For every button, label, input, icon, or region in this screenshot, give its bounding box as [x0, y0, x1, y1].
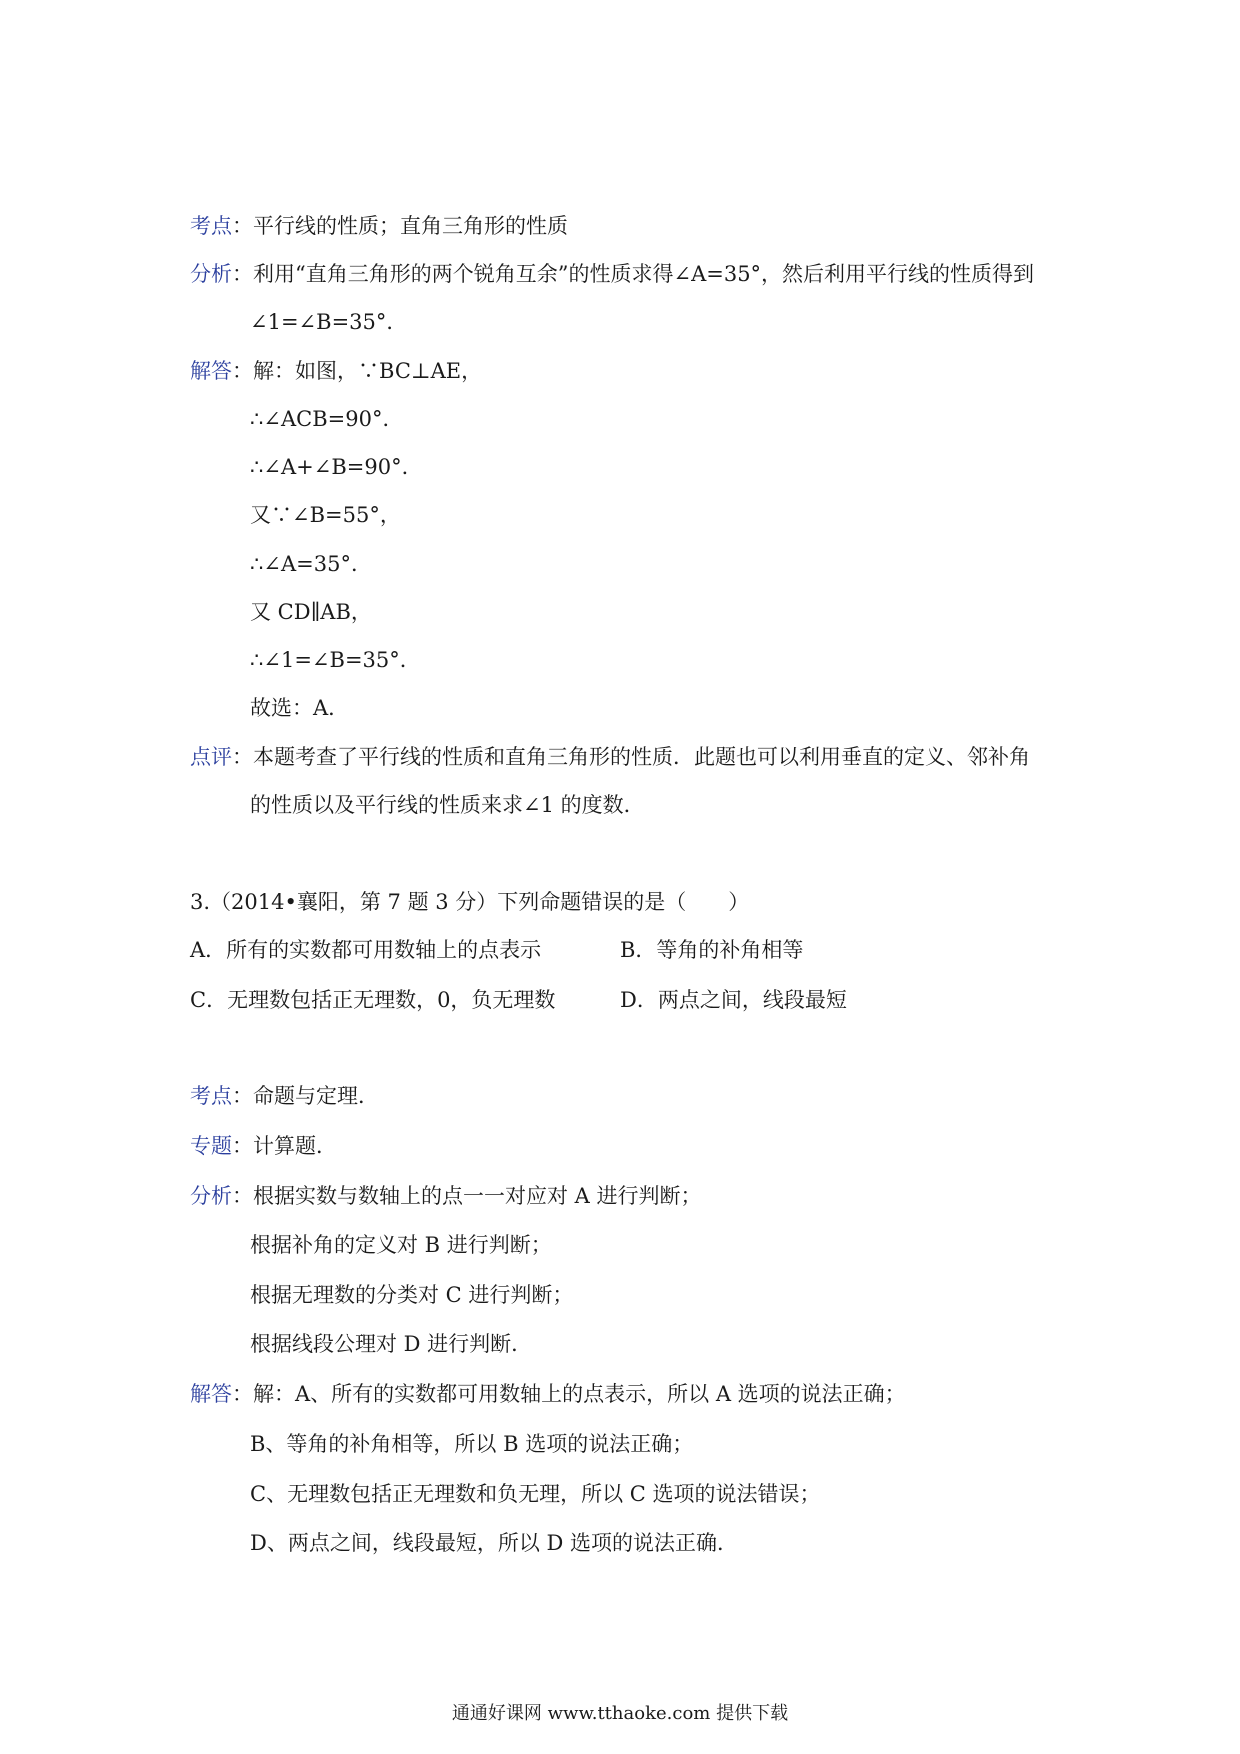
jieda-label: 解答 [190, 359, 232, 383]
option-d: D．两点之间，线段最短 [620, 988, 847, 1012]
solution-step: 又 CD∥AB， [250, 600, 372, 624]
jieda-label-2: 解答 [190, 1382, 232, 1406]
fenxi-line [190, 259, 1034, 289]
jieda-text: ：解：如图，∵BC⊥AE， [232, 359, 483, 383]
page-footer: 通通好课网 www.tthaoke.com 提供下载 [451, 1703, 789, 1724]
zhuanti-label: 专题 [190, 1134, 232, 1158]
option-a: A．所有的实数都可用数轴上的点表示 [190, 938, 542, 962]
dianping-text: ：本题考查了平行线的性质和直角三角形的性质．此题也可以利用垂直的定义、邻补角 [232, 745, 1030, 769]
solution-step: ∴∠1=∠B=35°． [250, 648, 421, 672]
fenxi-step: 根据线段公理对 D 进行判断． [250, 1332, 533, 1356]
solution-step: 故选：A． [250, 696, 350, 720]
jieda-line-2 [190, 1379, 906, 1409]
zhuanti-text: ：计算题． [232, 1134, 337, 1158]
fenxi-label-2: 分析 [190, 1184, 232, 1208]
kaodian-label: 考点 [190, 214, 232, 238]
jieda-step: D、两点之间，线段最短，所以 D 选项的说法正确． [250, 1531, 739, 1555]
jieda-text-2: ：解：A、所有的实数都可用数轴上的点表示，所以 A 选项的说法正确； [232, 1382, 906, 1406]
solution-step: ∴∠A=35°． [250, 552, 372, 576]
jieda-line [190, 356, 482, 386]
fenxi-step: 根据补角的定义对 B 进行判断； [250, 1233, 552, 1257]
fenxi-line-2 [190, 1181, 702, 1211]
option-c: C．无理数包括正无理数，0，负无理数 [190, 988, 556, 1012]
dianping-label: 点评 [190, 745, 232, 769]
kaodian-line [190, 211, 568, 241]
kaodian-label-2: 考点 [190, 1084, 232, 1108]
zhuanti-line [190, 1131, 337, 1161]
fenxi-text: ：利用“直角三角形的两个锐角互余”的性质求得∠A=35°，然后利用平行线的性质得到 [232, 262, 1035, 286]
fenxi-text-2: ：根据实数与数轴上的点一一对应对 A 进行判断； [232, 1184, 702, 1208]
option-b: B．等角的补角相等 [620, 938, 804, 962]
solution-step: ∴∠A+∠B=90°． [250, 455, 423, 479]
kaodian-text-2: ：命题与定理． [232, 1084, 379, 1108]
fenxi-label: 分析 [190, 262, 232, 286]
dianping-line [190, 742, 1030, 772]
kaodian-line-2 [190, 1081, 379, 1111]
fenxi-continuation: ∠1=∠B=35°． [250, 310, 408, 334]
question-stem: 3.（2014•襄阳，第 7 题 3 分）下列命题错误的是（ ） [190, 890, 750, 914]
fenxi-step: 根据无理数的分类对 C 进行判断； [250, 1283, 574, 1307]
kaodian-text: ：平行线的性质；直角三角形的性质 [232, 214, 568, 238]
solution-step: ∴∠ACB=90°． [250, 407, 404, 431]
jieda-step: C、无理数包括正无理数和负无理，所以 C 选项的说法错误； [250, 1482, 821, 1506]
solution-step: 又∵∠B=55°， [250, 503, 401, 527]
jieda-step: B、等角的补角相等，所以 B 选项的说法正确； [250, 1432, 694, 1456]
dianping-continuation: 的性质以及平行线的性质来求∠1 的度数． [250, 793, 645, 817]
